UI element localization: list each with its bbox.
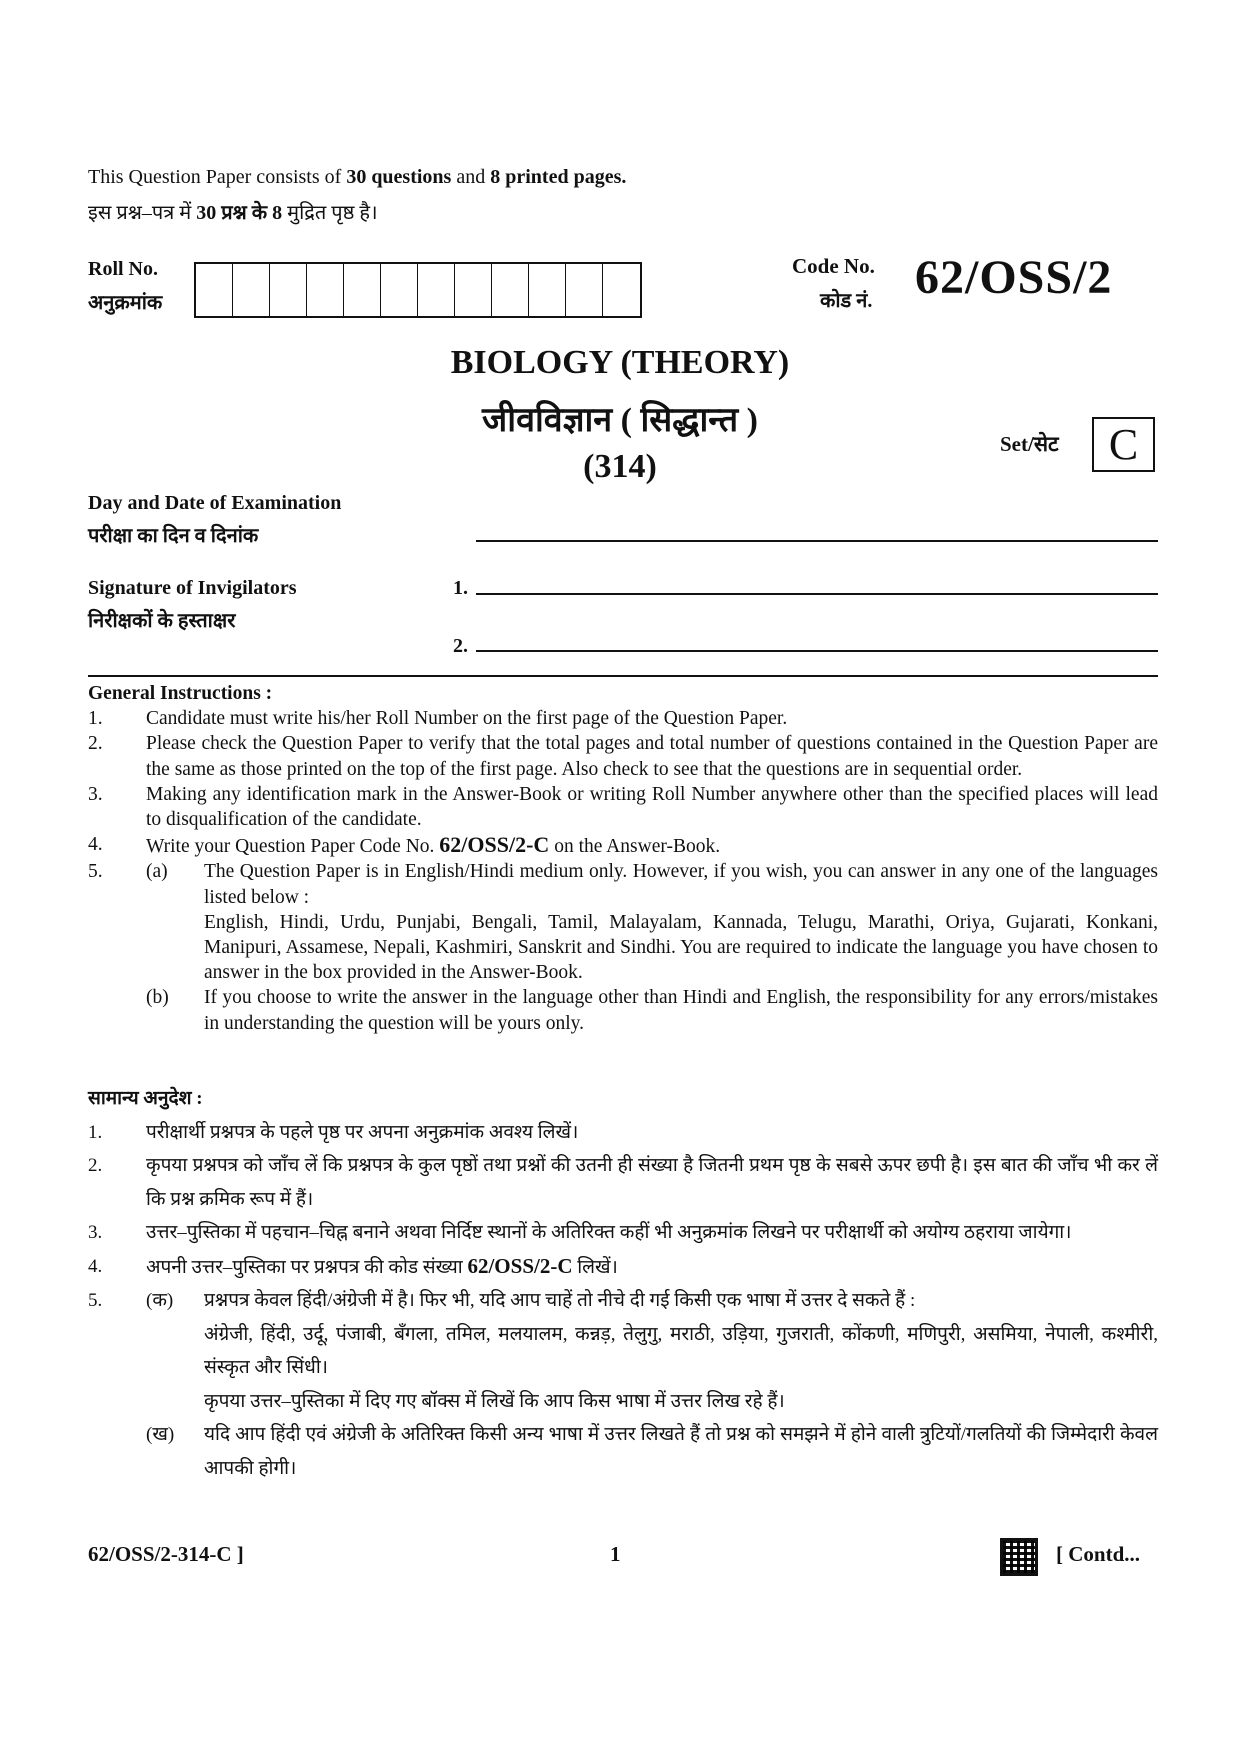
sub-item-a-text: The Question Paper is in English/Hindi medium only. However, if you wish, you can answer in any one of the languages listed below : [204, 861, 1158, 908]
language-list: अंग्रेजी, हिंदी, उर्दू, पंजाबी, बँगला, तमिल, मलयालम, कन्नड़, तेलुगु, मराठी, उड़िया, गुजराती, कोंकणी, मणिपुरी, असमिया, नेपाली, कश्मीरी, संस्कृत और सिंधी। [204, 1323, 1158, 1378]
item-number: 3. [88, 783, 103, 805]
item-text: Candidate must write his/her Roll Number on the first page of the Question Paper. [146, 708, 788, 730]
sub-item-label: (क) [146, 1290, 174, 1311]
answer-code: 62/OSS/2-C [439, 832, 550, 858]
invigilator-signature-line-1[interactable] [476, 593, 1158, 595]
exam-day-line[interactable] [476, 540, 1158, 542]
intro-hi-post: मुद्रित पृष्ठ है। [282, 202, 378, 224]
sub-item-label: (ख) [146, 1424, 175, 1445]
item-text: उत्तर–पुस्तिका में पहचान–चिह्न बनाने अथवा निर्दिष्ट स्थानों के अतिरिक्त कहीं भी अनुक्रमांक लिखने पर परीक्षार्थी को अयोग्य ठहराया जायेगा। [146, 1222, 1072, 1243]
item-text-post: on the Answer-Book. [549, 836, 721, 858]
sub-item-label: (b) [146, 987, 169, 1009]
item-text: परीक्षार्थी प्रश्नपत्र के पहले पृष्ठ पर अपना अनुक्रमांक अवश्य लिखें। [146, 1121, 579, 1143]
item-number: 3. [88, 1222, 103, 1243]
subject-code: (314) [583, 448, 657, 485]
intro-en [88, 166, 626, 189]
roll-box[interactable] [196, 264, 233, 316]
intro-hi-questions: 30 प्रश्न के 8 [196, 202, 283, 224]
divider [88, 675, 1158, 677]
invigilator-line1-num: 1. [453, 577, 468, 599]
instruction-item [88, 1216, 1158, 1250]
roll-box[interactable] [233, 264, 270, 316]
code-label-en: Code No. [792, 254, 875, 278]
intro-en-mid: and [451, 166, 491, 188]
sub-item-b [146, 1418, 1158, 1485]
invigilator-label-hi: निरीक्षकों के हस्ताक्षर [88, 610, 236, 632]
item-text-pre: Write your Question Paper Code No. [146, 836, 440, 858]
exam-day-label-en: Day and Date of Examination [88, 492, 342, 514]
sub-item-a-text: प्रश्नपत्र केवल हिंदी/अंग्रेजी में है। फिर भी, यदि आप चाहें तो नीचे दी गई किसी एक भाषा में उत्तर दे सकते हैं : [204, 1290, 916, 1311]
item-number: 2. [88, 733, 103, 755]
set-label: Set/सेट [1000, 432, 1059, 456]
roll-box[interactable] [492, 264, 529, 316]
set-box: C [1092, 417, 1155, 472]
answer-code: 62/OSS/2-C [467, 1253, 573, 1278]
roll-box[interactable] [529, 264, 566, 316]
roll-box[interactable] [344, 264, 381, 316]
intro-en-questions: 30 questions [346, 166, 452, 188]
sub-item-b-text: If you choose to write the answer in the language other than Hindi and English, the responsibility for any errors/mistakes in understanding the question will be yours only. [204, 987, 1158, 1034]
roll-box[interactable] [566, 264, 603, 316]
item-text: कृपया प्रश्नपत्र को जाँच लें कि प्रश्नपत्र के कुल पृष्ठों तथा प्रश्नों की उतनी ही संख्या है जितनी प्रथम पृष्ठ के सबसे ऊपर छपी है। इस बात की जाँच भी कर लें कि प्रश्न क्रमिक रूप में हैं। [146, 1155, 1158, 1210]
item-text: Making any identification mark in the Answer-Book or writing Roll Number anywhere other than the specified places will lead to disqualification of the candidate. [146, 783, 1158, 831]
item-text: Please check the Question Paper to verify that the total pages and total number of questions contained in the Question Paper are the same as those printed on the top of the first page. Also check to see that the questions are in sequential order. [146, 733, 1158, 780]
instruction-item [88, 1149, 1158, 1216]
instructions-heading-en: General Instructions : [88, 683, 273, 704]
contd-label: [ Contd... [1056, 1542, 1141, 1566]
sub-item-a [146, 859, 1158, 985]
general-instructions-en [88, 681, 1158, 1036]
item-number: 4. [88, 834, 103, 856]
sub-item-label: (a) [146, 861, 168, 883]
subject-title-hi: जीवविज्ञान ( सिद्धान्त ) [482, 402, 758, 439]
item-body [146, 1284, 1158, 1485]
intro-en-pre: This Question Paper consists of [88, 166, 347, 188]
instruction-item [88, 706, 1158, 731]
instruction-item [88, 1284, 1158, 1485]
instruction-item [88, 832, 1158, 859]
page-number: 1 [610, 1542, 621, 1566]
subject-title-en: BIOLOGY (THEORY) [450, 344, 790, 381]
item-text [146, 832, 720, 859]
instruction-item [88, 1116, 1158, 1150]
item-number: 5. [88, 1290, 103, 1311]
sub-item-text [204, 1284, 1158, 1418]
item-number: 2. [88, 1155, 103, 1176]
instructions-heading-hi: सामान्य अनुदेश : [88, 1088, 203, 1109]
sub-item-text [204, 859, 1158, 985]
roll-number-boxes[interactable] [194, 262, 642, 318]
roll-box[interactable] [270, 264, 307, 316]
language-note: कृपया उत्तर–पुस्तिका में दिए गए बॉक्स में लिखें कि आप किस भाषा में उत्तर लिख रहे हैं। [204, 1390, 785, 1412]
invigilator-label-en: Signature of Invigilators [88, 577, 297, 599]
footer-code: 62/OSS/2-314-C ] [88, 1542, 244, 1566]
code-label-hi: कोड नं. [820, 290, 873, 312]
invigilator-signature-line-2[interactable] [476, 650, 1158, 652]
roll-box[interactable] [307, 264, 344, 316]
item-text-post: लिखें। [572, 1256, 618, 1278]
item-body [146, 859, 1158, 1035]
exam-day-label-hi: परीक्षा का दिन व दिनांक [88, 525, 259, 547]
qr-code-icon [1000, 1538, 1038, 1576]
roll-box[interactable] [455, 264, 492, 316]
roll-box[interactable] [603, 264, 640, 316]
roll-box[interactable] [381, 264, 418, 316]
intro-hi [88, 198, 378, 225]
paper-code: 62/OSS/2 [915, 251, 1113, 304]
item-number: 5. [88, 861, 103, 883]
sub-item-a [146, 1284, 1158, 1418]
roll-label-hi: अनुक्रमांक [88, 292, 163, 314]
general-instructions-hi [88, 1082, 1158, 1485]
roll-label-en: Roll No. [88, 258, 158, 280]
intro-hi-pre: इस प्रश्न–पत्र में [88, 202, 197, 224]
instruction-item [88, 1250, 1158, 1285]
instruction-item [88, 859, 1158, 1035]
intro-en-pages: 8 printed pages. [490, 166, 627, 188]
item-number: 4. [88, 1255, 103, 1277]
item-number: 1. [88, 1121, 103, 1143]
item-text-pre: अपनी उत्तर–पुस्तिका पर प्रश्नपत्र की कोड संख्या [146, 1256, 468, 1278]
language-list: English, Hindi, Urdu, Punjabi, Bengali, Tamil, Malayalam, Kannada, Telugu, Marathi, Oriya, Gujarati, Konkani, Manipuri, Assamese, Nepali, Kashmiri, Sanskrit and Sindhi. You are required to indicate the language you have chosen to answer in the box provided in the Answer-Book. [204, 911, 1158, 984]
item-text [146, 1250, 618, 1285]
sub-item-b [146, 985, 1158, 1035]
sub-item-b-text: यदि आप हिंदी एवं अंग्रेजी के अतिरिक्त किसी अन्य भाषा में उत्तर लिखते हैं तो प्रश्न को समझने में होने वाली त्रुटियों/गलतियों की जिम्मेदारी केवल आपकी होगी। [204, 1424, 1158, 1479]
invigilator-line2-num: 2. [453, 635, 468, 657]
item-number: 1. [88, 708, 103, 730]
roll-box[interactable] [418, 264, 455, 316]
instruction-item [88, 782, 1158, 832]
instruction-item [88, 731, 1158, 781]
